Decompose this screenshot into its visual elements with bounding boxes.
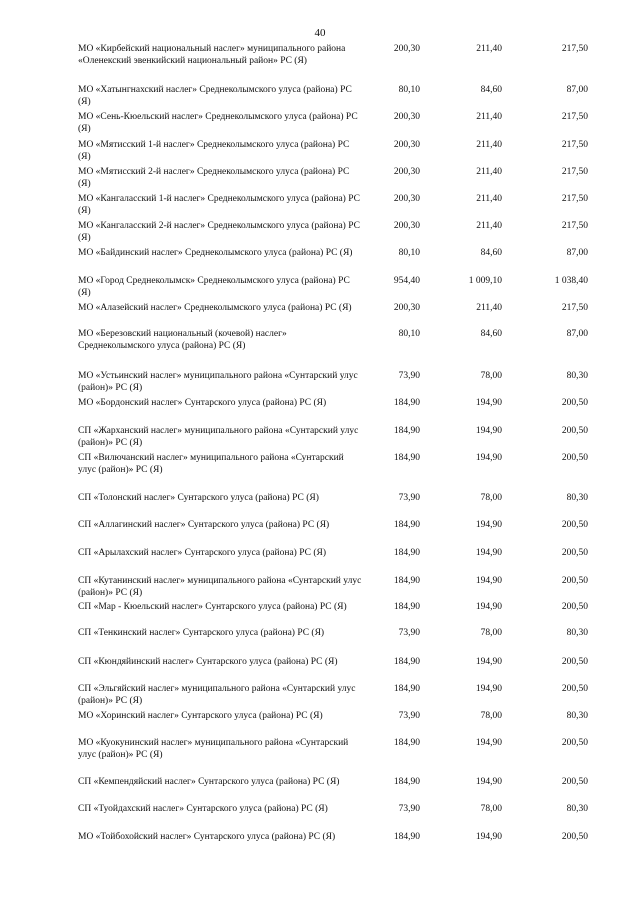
value-col-1: 200,30 [393,140,420,150]
value-col-3: 200,50 [561,602,588,612]
value-col-1: 184,90 [393,398,420,408]
value-col-1: 184,90 [393,684,420,694]
value-col-1: 80,10 [398,85,420,95]
value-col-2: 194,90 [475,398,502,408]
value-col-1: 184,90 [393,426,420,436]
row-name: МО «Хатынгнахский наслег» Среднеколымского улуса (района) РС (Я) [78,85,352,107]
value-col-3: 217,50 [561,194,588,204]
value-col-3: 87,00 [566,329,588,339]
value-col-1: 73,90 [398,804,420,814]
row-name: СП «Вилючанский наслег» муниципального района «Сунтарский улус (район)» РС (Я) [78,453,344,475]
row-name: СП «Кемпендяйский наслег» Сунтарского улуса (района) РС (Я) [78,777,340,787]
value-col-1: 184,90 [393,602,420,612]
row-name: МО «Устьинский наслег» муниципального района «Сунтарский улус (район)» РС (Я) [78,371,358,393]
row-name: СП «Кюндяйинский наслег» Сунтарского улуса (района) РС (Я) [78,657,338,667]
value-col-3: 200,50 [561,657,588,667]
value-col-1: 200,30 [393,44,420,54]
row-name: СП «Туойдахский наслег» Сунтарского улуса (района) РС (Я) [78,804,328,814]
value-col-2: 194,90 [475,453,502,463]
value-col-2: 194,90 [475,832,502,842]
value-col-3: 217,50 [561,221,588,231]
value-col-2: 194,90 [475,602,502,612]
value-col-2: 211,40 [476,303,502,313]
value-col-3: 200,50 [561,684,588,694]
row-name: МО «Мятисский 2-й наслег» Среднеколымского улуса (района) РС (Я) [78,167,350,189]
value-col-2: 78,00 [480,371,502,381]
value-col-2: 194,90 [475,520,502,530]
value-col-1: 184,90 [393,576,420,586]
value-col-2: 1 009,10 [468,276,502,286]
row-name: МО «Мятисский 1-й наслег» Среднеколымского улуса (района) РС (Я) [78,140,350,162]
value-col-3: 217,50 [561,140,588,150]
value-col-2: 78,00 [480,711,502,721]
value-col-2: 194,90 [475,777,502,787]
row-name: МО «Березовский национальный (кочевой) наслег» Среднеколымского улуса (района) РС (Я) [78,329,287,351]
value-col-3: 200,50 [561,777,588,787]
value-col-3: 80,30 [566,804,588,814]
value-col-3: 200,50 [561,426,588,436]
value-col-1: 80,10 [398,248,420,258]
value-col-2: 211,40 [476,44,502,54]
row-name: СП «Жарханский наслег» муниципального района «Сунтарский улус (район)» РС (Я) [78,426,359,448]
value-col-2: 211,40 [476,221,502,231]
value-col-2: 78,00 [480,804,502,814]
row-name: МО «Байдинский наслег» Среднеколымского улуса (района) РС (Я) [78,248,353,258]
value-col-3: 200,50 [561,738,588,748]
value-col-3: 87,00 [566,248,588,258]
value-col-2: 194,90 [475,576,502,586]
row-name: МО «Сень-Кюельский наслег» Среднеколымского улуса (района) РС (Я) [78,112,358,134]
value-col-1: 184,90 [393,777,420,787]
row-name: МО «Куокунинский наслег» муниципального района «Сунтарский улус (район)» РС (Я) [78,738,349,760]
value-col-3: 200,50 [561,548,588,558]
value-col-3: 80,30 [566,711,588,721]
row-name: СП «Арылахский наслег» Сунтарского улуса (района) РС (Я) [78,548,326,558]
value-col-1: 200,30 [393,112,420,122]
row-name: СП «Тенкинский наслег» Сунтарского улуса (района) РС (Я) [78,628,325,638]
row-name: МО «Кангаласский 1-й наслег» Среднеколымского улуса (района) РС (Я) [78,194,360,216]
row-name: МО «Кирбейский национальный наслег» муниципального района «Оленекский эвенкийский национальный район» РС (Я) [78,44,346,66]
value-col-3: 200,50 [561,398,588,408]
value-col-3: 217,50 [561,303,588,313]
value-col-2: 78,00 [480,493,502,503]
row-name: МО «Алазейский наслег» Среднеколымского улуса (района) РС (Я) [78,303,352,313]
value-col-1: 73,90 [398,371,420,381]
value-col-3: 217,50 [561,167,588,177]
value-col-1: 80,10 [398,329,420,339]
value-col-1: 200,30 [393,194,420,204]
value-col-3: 1 038,40 [554,276,588,286]
value-col-3: 80,30 [566,371,588,381]
row-name: СП «Мар - Кюельский наслег» Сунтарского улуса (района) РС (Я) [78,602,347,612]
value-col-1: 73,90 [398,493,420,503]
value-col-1: 954,40 [393,276,420,286]
value-col-2: 211,40 [476,194,502,204]
value-col-1: 184,90 [393,548,420,558]
value-col-1: 184,90 [393,738,420,748]
value-col-2: 194,90 [475,657,502,667]
row-name: МО «Бордонский наслег» Сунтарского улуса (района) РС (Я) [78,398,327,408]
value-col-2: 211,40 [476,112,502,122]
value-col-3: 80,30 [566,493,588,503]
row-name: СП «Кутанинский наслег» муниципального района «Сунтарский улус (район)» РС (Я) [78,576,362,598]
value-col-2: 194,90 [475,738,502,748]
value-col-3: 200,50 [561,832,588,842]
row-name: СП «Аллагинский наслег» Сунтарского улуса (района) РС (Я) [78,520,330,530]
row-name: МО «Хоринский наслег» Сунтарского улуса (района) РС (Я) [78,711,323,721]
page-number: 40 [314,27,326,39]
value-col-3: 200,50 [561,576,588,586]
value-col-1: 184,90 [393,832,420,842]
value-col-3: 200,50 [561,453,588,463]
value-col-2: 211,40 [476,167,502,177]
value-col-2: 194,90 [475,426,502,436]
row-name: МО «Тойбохойский наслег» Сунтарского улуса (района) РС (Я) [78,832,336,842]
value-col-1: 73,90 [398,628,420,638]
value-col-3: 80,30 [566,628,588,638]
value-col-2: 78,00 [480,628,502,638]
value-col-1: 184,90 [393,453,420,463]
value-col-2: 211,40 [476,140,502,150]
value-col-2: 194,90 [475,548,502,558]
value-col-3: 217,50 [561,44,588,54]
value-col-1: 184,90 [393,657,420,667]
value-col-3: 217,50 [561,112,588,122]
value-col-1: 184,90 [393,520,420,530]
row-name: МО «Город Среднеколымск» Среднеколымского улуса (района) РС (Я) [78,276,350,298]
value-col-1: 73,90 [398,711,420,721]
value-col-3: 200,50 [561,520,588,530]
row-name: СП «Эльгяйский наслег» муниципального района «Сунтарский улус (район)» РС (Я) [78,684,356,706]
value-col-2: 84,60 [480,248,502,258]
value-col-1: 200,30 [393,303,420,313]
value-col-2: 84,60 [480,329,502,339]
row-name: МО «Кангаласский 2-й наслег» Среднеколымского улуса (района) РС (Я) [78,221,360,243]
row-name: СП «Толонский наслег» Сунтарского улуса (района) РС (Я) [78,493,319,503]
value-col-1: 200,30 [393,221,420,231]
value-col-2: 84,60 [480,85,502,95]
value-col-1: 200,30 [393,167,420,177]
value-col-2: 194,90 [475,684,502,694]
value-col-3: 87,00 [566,85,588,95]
